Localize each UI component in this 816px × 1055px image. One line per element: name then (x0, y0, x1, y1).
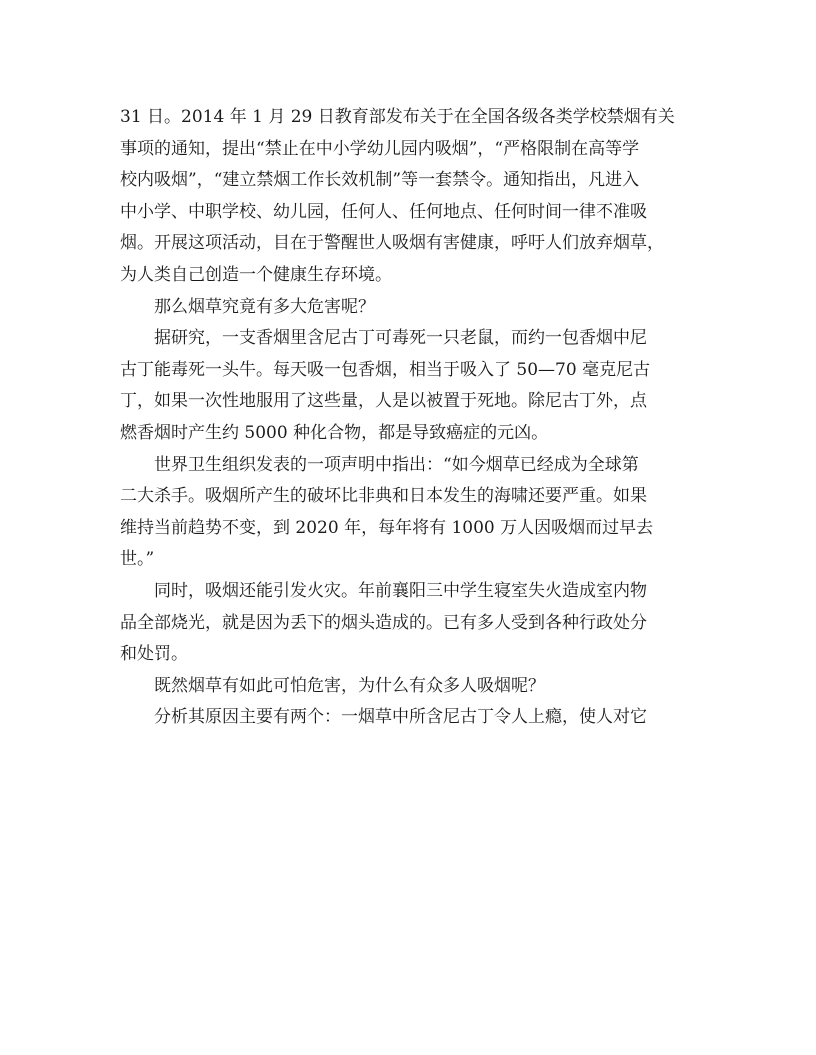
text-line: 世。” (120, 549, 155, 570)
text-line: 事项的通知，提出“禁止在中小学幼儿园内吸烟”，“严格限制在高等学 (120, 138, 640, 159)
paragraph-first-line: 既然烟草有如此可怕危害，为什么有众多人吸烟呢？ (154, 675, 545, 696)
text-line: 燃香烟时产生约 5000 种化合物，都是导致癌症的元凶。 (120, 422, 549, 443)
text-line: 品全部烧光，就是因为丢下的烟头造成的。已有多人受到各种行政处分 (120, 612, 647, 633)
paragraph-first-line: 分析其原因主要有两个：一烟草中所含尼古丁令人上瘾，使人对它 (154, 707, 647, 728)
paragraph-first-line: 据研究，一支香烟里含尼古丁可毒死一只老鼠，而约一包香烟中尼 (154, 328, 647, 349)
paragraph-first-line: 那么烟草究竟有多大危害呢？ (154, 296, 375, 317)
text-line: 和处罚。 (120, 644, 188, 665)
text-line: 古丁能毒死一头牛。每天吸一包香烟，相当于吸入了 50—70 毫克尼古 (120, 359, 651, 380)
text-line: 校内吸烟”，“建立禁烟工作长效机制”等一套禁令。通知指出，凡进入 (120, 170, 640, 191)
text-line: 丁，如果一次性地服用了这些量，人是以被置于死地。除尼古丁外，点 (120, 391, 647, 412)
text-line: 31 日。2014 年 1 月 29 日教育部发布关于在全国各级各类学校禁烟有关 (120, 107, 675, 127)
paragraph-first-line: 世界卫生组织发表的一项声明中指出：“如今烟草已经成为全球第 (154, 454, 639, 475)
text-line: 烟。开展这项活动，目在于警醒世人吸烟有害健康，呼吁人们放弃烟草， (120, 233, 664, 254)
text-line: 二大杀手。吸烟所产生的破坏比非典和日本发生的海啸还要严重。如果 (120, 486, 647, 507)
paragraph-first-line: 同时，吸烟还能引发火灾。年前襄阳三中学生寝室失火造成室内物 (154, 580, 647, 601)
text-line: 为人类自己创造一个健康生存环境。 (120, 264, 392, 285)
text-line: 维持当前趋势不变，到 2020 年，每年将有 1000 万人因吸烟而过早去 (120, 517, 654, 538)
document-body (120, 102, 710, 734)
text-line: 中小学、中职学校、幼儿园，任何人、任何地点、任何时间一律不准吸 (120, 201, 647, 222)
